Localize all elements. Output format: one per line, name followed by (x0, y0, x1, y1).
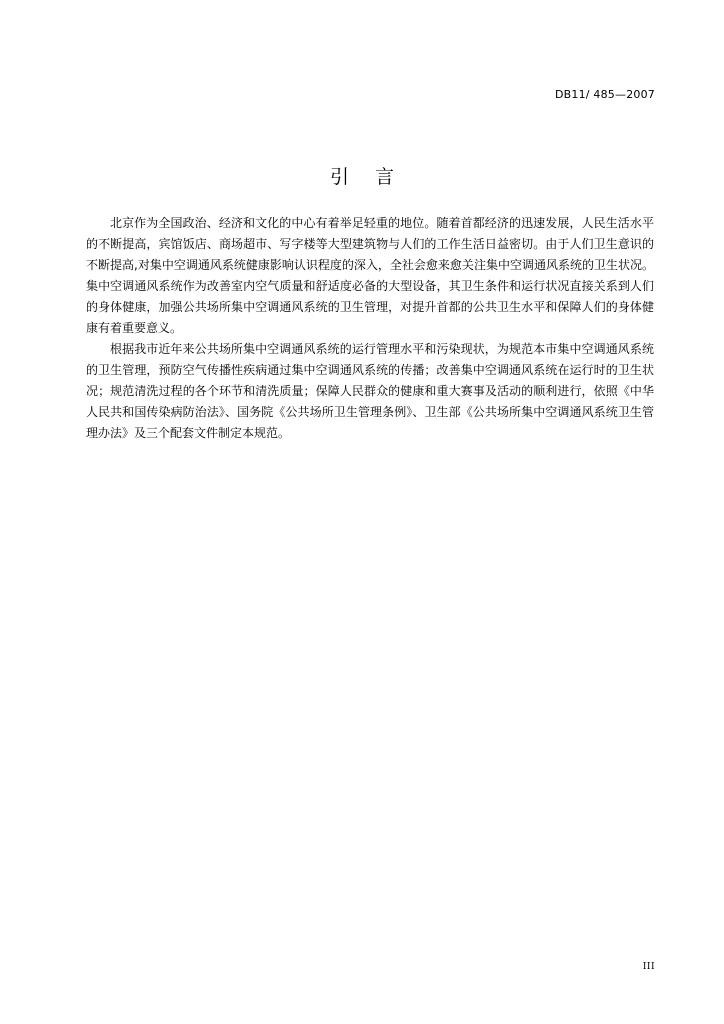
standard-code: DB11/ 485—2007 (554, 88, 655, 101)
title-char-2: 言 (375, 166, 395, 188)
section-title (0, 162, 724, 189)
page-number: III (642, 962, 655, 972)
paragraph-1: 北京作为全国政治、经济和文化的中心有着举足轻重的地位。随着首都经济的迅速发展，人民生活水平的不断提高，宾馆饭店、商场超市、写字楼等大型建筑物与人们的工作生活日益密切。由于人们卫生意识的不断提高,对集中空调通风系统健康影响认识程度的深入，全社会愈来愈关注集中空调通风系统的卫生状况。集中空调通风系统作为改善室内空气质量和舒适度必备的大型设备，其卫生条件和运行状况直接关系到人们的身体健康，加强公共场所集中空调通风系统的卫生管理，对提升首都的公共卫生水平和保障人们的身体健康有着重要意义。 (86, 216, 654, 335)
title-char-1: 引 (329, 166, 349, 188)
paragraph-2: 根据我市近年来公共场所集中空调通风系统的运行管理水平和污染现状，为规范本市集中空调通风系统的卫生管理，预防空气传播性疾病通过集中空调通风系统的传播；改善集中空调通风系统在运行时的卫生状况；规范清洗过程的各个环节和清洗质量；保障人民群众的健康和重大赛事及活动的顺利进行，依照《中华人民共和国传染病防治法》、国务院《公共场所卫生管理条例》、卫生部《公共场所集中空调通风系统卫生管理办法》及三个配套文件制定本规范。 (86, 342, 654, 440)
introduction-body (86, 213, 654, 444)
